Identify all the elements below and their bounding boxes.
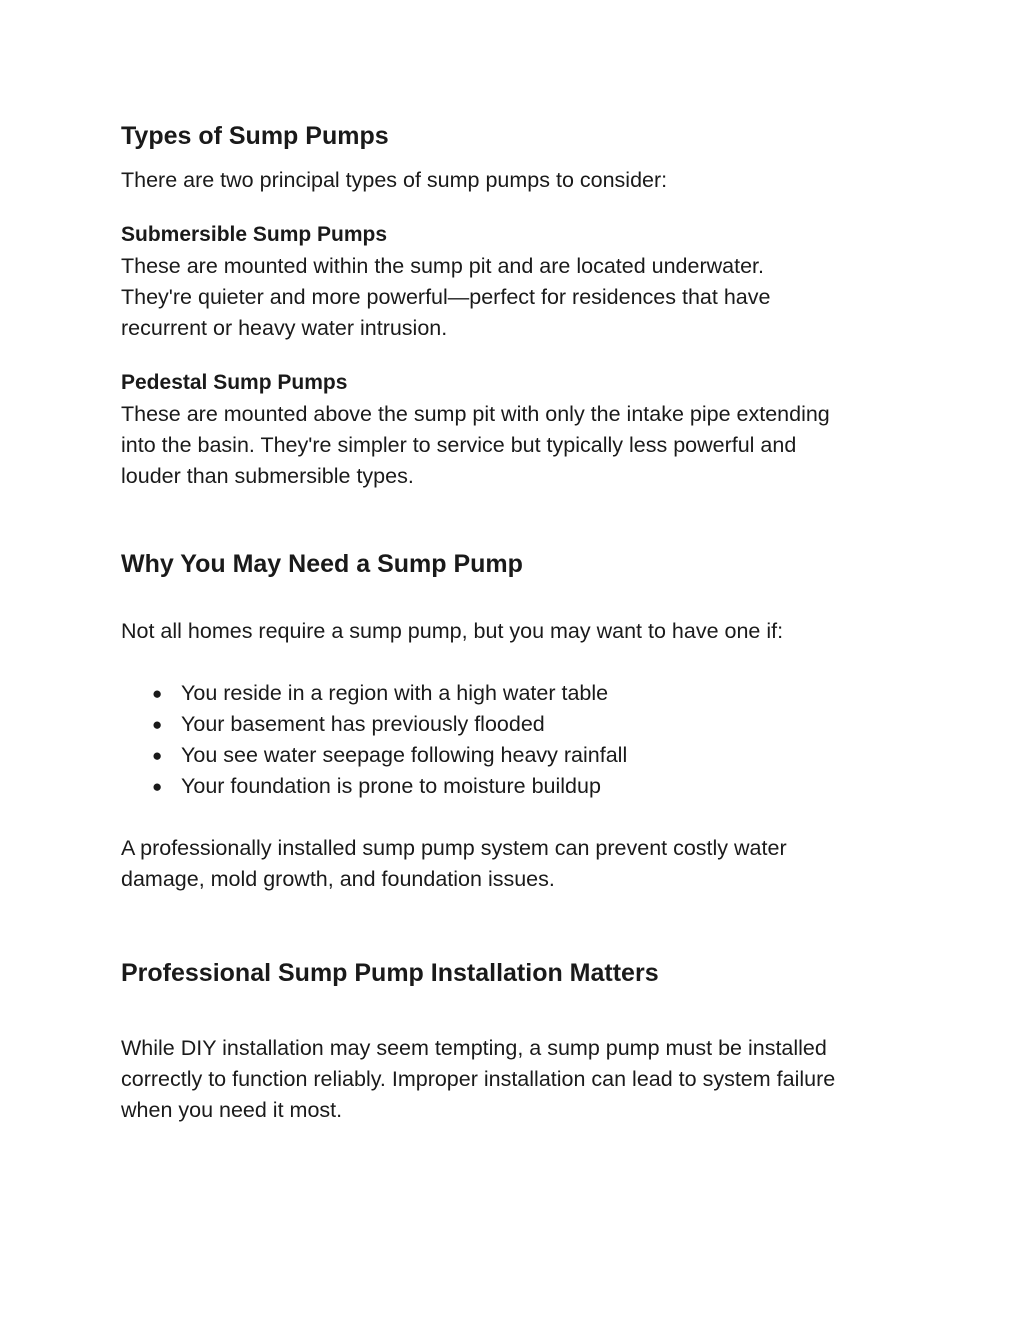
list-item-text: Your foundation is prone to moisture buildup <box>181 774 601 798</box>
why-closing-paragraph <box>121 833 911 895</box>
heading-professional-installation: Professional Sump Pump Installation Matters <box>121 959 659 987</box>
heading-why-you-may-need: Why You May Need a Sump Pump <box>121 550 523 578</box>
list-item-text: You reside in a region with a high water table <box>181 681 609 705</box>
pedestal-line: louder than submersible types. <box>121 464 414 488</box>
professional-line: correctly to function reliably. Improper installation can lead to system failure <box>121 1067 836 1091</box>
list-item <box>121 771 627 802</box>
heading-types-of-sump-pumps: Types of Sump Pumps <box>121 122 389 150</box>
closing-line: A professionally installed sump pump system can prevent costly water <box>121 836 787 860</box>
list-item <box>121 740 627 771</box>
submersible-line: These are mounted within the sump pit and are located underwater. <box>121 254 764 278</box>
list-item <box>121 709 627 740</box>
submersible-description <box>121 251 911 344</box>
bullet-icon: ● <box>152 746 163 765</box>
bullet-icon: ● <box>152 715 163 734</box>
pedestal-line: These are mounted above the sump pit with only the intake pipe extending <box>121 402 830 426</box>
pedestal-description <box>121 399 911 492</box>
professional-line: While DIY installation may seem tempting, a sump pump must be installed <box>121 1036 827 1060</box>
reasons-bullet-list <box>121 678 627 802</box>
pedestal-line: into the basin. They're simpler to service but typically less powerful and <box>121 433 797 457</box>
types-intro-text: There are two principal types of sump pumps to consider: <box>121 168 668 192</box>
submersible-line: recurrent or heavy water intrusion. <box>121 316 448 340</box>
heading-submersible-sump-pumps: Submersible Sump Pumps <box>121 223 388 246</box>
submersible-line: They're quieter and more powerful—perfect for residences that have <box>121 285 771 309</box>
closing-line: damage, mold growth, and foundation issues. <box>121 867 555 891</box>
bullet-icon: ● <box>152 684 163 703</box>
why-intro-text: Not all homes require a sump pump, but you may want to have one if: <box>121 619 784 643</box>
list-item <box>121 678 627 709</box>
professional-paragraph <box>121 1033 911 1126</box>
heading-pedestal-sump-pumps: Pedestal Sump Pumps <box>121 371 348 394</box>
list-item-text: Your basement has previously flooded <box>181 712 545 736</box>
bullet-icon: ● <box>152 777 163 796</box>
list-item-text: You see water seepage following heavy rainfall <box>181 743 628 767</box>
professional-line: when you need it most. <box>121 1098 343 1122</box>
